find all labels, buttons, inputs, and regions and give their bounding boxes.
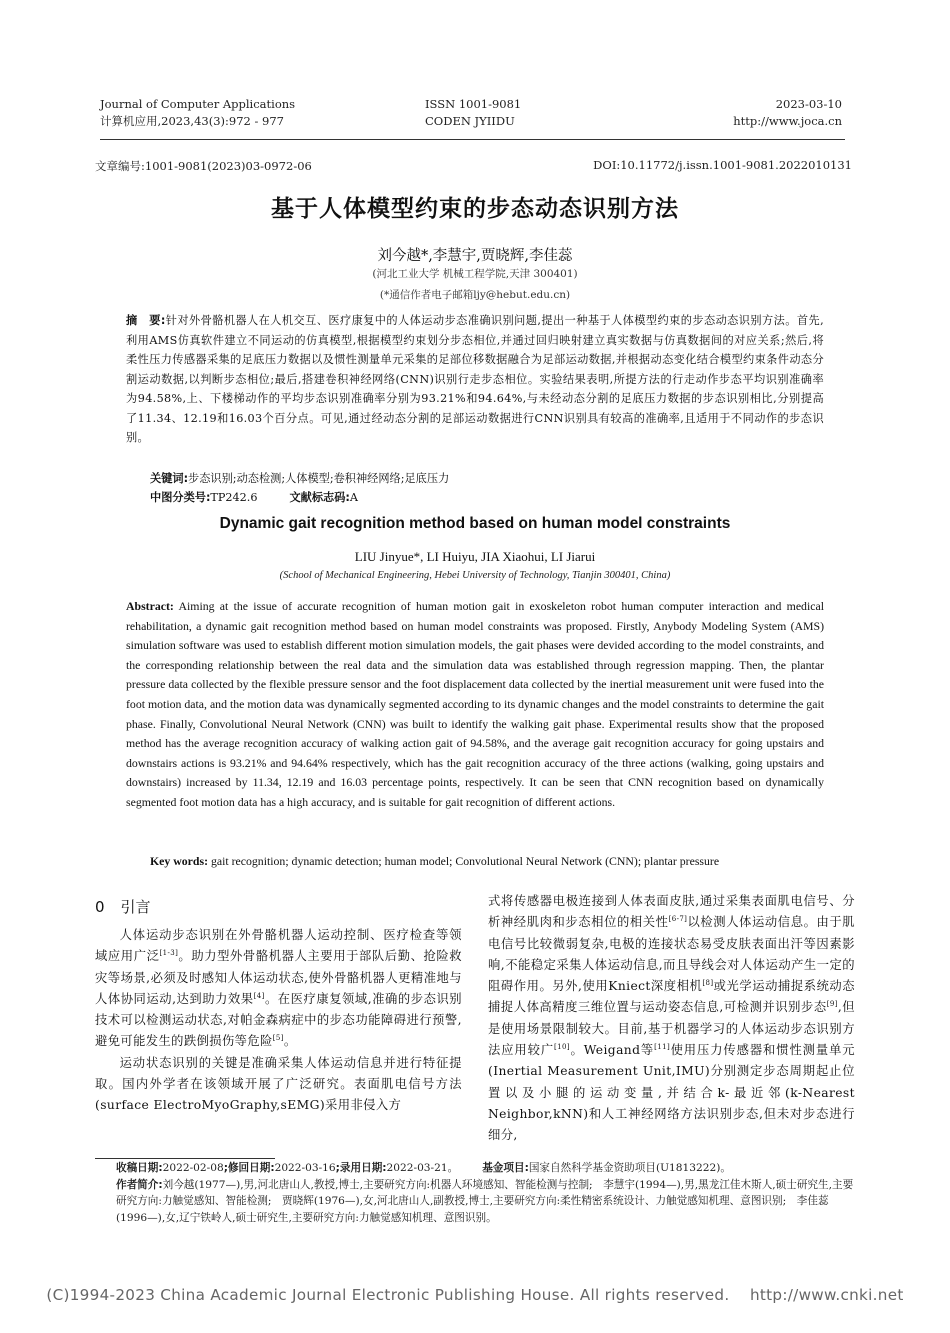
abstract-cn bbox=[126, 311, 824, 448]
revised-date: 2022-03-16 bbox=[274, 1162, 336, 1174]
footnote-bios bbox=[116, 1177, 856, 1227]
body-left-column bbox=[95, 925, 462, 1117]
received-label: 收稿日期: bbox=[116, 1162, 163, 1174]
citation[interactable]: [1-3] bbox=[159, 949, 179, 958]
abstract-cn-text: 针对外骨骼机器人在人机交互、医疗康复中的人体运动步态准确识别问题,提出一种基于人体模型约束的步态动态识别方法。首先,利用AMS仿真软件建立不同运动的仿真模型,根据模型约束划分步态相位,并通过回归映射建立真实数据与仿真数据间的对应关系;然后,将柔性压力传感器采集的足底压力数据以及惯性测量单元采集的足部位移数据融合为足部运动数据,并根据动态变化结合模型约束条件动态分割运动数据,以判断步态相位;最后,搭建卷积神经网络(CNN)识别行走步态相位。实验结果表明,所提方法的行走动作步态平均识别准确率为94.58%,上、下楼梯动作的平均步态识别准确率分别为93.21%和94.64%,与未经动态分割的足底压力数据的步态识别相比,分别提高了11.34、12.19和16.03个百分点。可见,通过经动态分割的足部运动数据进行CNN识别具有较高的准确率,且适用于不同动作的步态识别。 bbox=[126, 314, 824, 444]
revised-label: ;修回日期: bbox=[223, 1162, 275, 1174]
title-cn: 基于人体模型约束的步态动态识别方法 bbox=[271, 196, 679, 222]
accepted-label: ;录用日期: bbox=[335, 1162, 387, 1174]
text-run: 。助力型外骨骼机器人主要用于部队后勤、抢险救灾等场景,必须及时感知人体运动状态,使外骨骼机器人更精准地与人体协同运动,达到助力效果 bbox=[95, 949, 462, 1006]
email-cn: (*通信作者电子邮箱ljy@hebut.edu.cn) bbox=[379, 289, 571, 301]
text-run: 人体运动步态识别在外骨骼机器人运动控制、医疗检查等领域应用广泛 bbox=[95, 928, 462, 964]
text-run: 。Weigand等 bbox=[570, 1043, 655, 1058]
classification bbox=[150, 489, 830, 507]
fund-text: 国家自然科学基金资助项目(U1813222)。 bbox=[528, 1162, 731, 1174]
journal-citation-cn: 计算机应用,2023,43(3):972 - 977 bbox=[100, 114, 284, 128]
keywords-cn bbox=[150, 470, 830, 488]
authors-cn: 刘今越*,李慧宇,贾晓辉,李佳蕊 bbox=[377, 248, 573, 264]
keywords-en bbox=[150, 852, 830, 870]
received-date: 2022-02-08 bbox=[162, 1162, 224, 1174]
issn-block bbox=[425, 96, 521, 130]
body-right-column bbox=[488, 891, 855, 1147]
header-rule bbox=[100, 139, 845, 140]
date-url-block bbox=[733, 96, 842, 130]
journal-name-en: Journal of Computer Applications bbox=[100, 97, 296, 111]
author-bio: 李慧宇(1994—),男,黑龙江佳木斯人,硕士研究生,主要研究方向:力触觉感知、智能检测; bbox=[116, 1178, 854, 1207]
keywords-cn-text: 步态识别;动态检测;人体模型;卷积神经网络;足底压力 bbox=[188, 472, 450, 485]
clc-code: TP242.6 bbox=[210, 491, 258, 504]
fund-label: 基金项目: bbox=[482, 1162, 529, 1174]
text-run: 式将传感器电极连接到人体表面皮肤,通过采集表面肌电信号、分析神经肌肉和步态相位的相关性 bbox=[488, 894, 855, 930]
issn: ISSN 1001-9081 bbox=[425, 97, 522, 111]
coden: CODEN JYIIDU bbox=[425, 114, 515, 128]
accepted-date: 2022-03-21。 bbox=[386, 1162, 459, 1174]
author-bio: 刘今越(1977—),男,河北唐山人,教授,博士,主要研究方向:机器人环境感知、智能检测与控制; bbox=[162, 1178, 593, 1191]
text-run: 以检测人体运动信息。由于肌电信号比较微弱复杂,电极的连接状态易受皮肤表面出汗等因素影响,不能稳定采集人体运动信息,而且导线会对人体运动产生一定的阻碍作用。另外,使用Kniect深度相机 bbox=[488, 915, 855, 994]
text-run: 。在医疗康复领域,准确的步态识别技术可以检测运动状态,对帕金森病症中的步态功能障碍进行预警,避免可能发生的跌倒损伤等危险 bbox=[95, 991, 463, 1049]
abstract-en-label: Abstract: bbox=[126, 599, 174, 613]
footnote-dates bbox=[116, 1160, 856, 1177]
author-bio: 李佳蕊(1996—),女,辽宁铁岭人,硕士研究生,主要研究方向:力触觉感知机理、意图识别。 bbox=[116, 1195, 829, 1224]
author-bio: 贾晓辉(1976—),女,河北唐山人,副教授,博士,主要研究方向:柔性精密系统设计、力触觉感知机理、意图识别; bbox=[282, 1195, 787, 1207]
doi[interactable]: DOI:10.11772/j.issn.1001-9081.2022010131 bbox=[593, 158, 852, 172]
citation[interactable]: [5] bbox=[272, 1034, 284, 1043]
affiliation-cn: (河北工业大学 机械工程学院,天津 300401) bbox=[372, 268, 578, 280]
clc-label: 中图分类号: bbox=[150, 491, 211, 504]
paragraph bbox=[95, 925, 462, 1053]
citation[interactable]: [6-7] bbox=[668, 915, 688, 924]
abstract-en bbox=[126, 597, 824, 813]
footnote bbox=[116, 1160, 856, 1226]
section-title: 引言 bbox=[120, 898, 151, 916]
citation[interactable]: [11] bbox=[654, 1042, 671, 1051]
journal-header bbox=[100, 96, 295, 130]
text-run: 使用压力传感器和惯性测量单元(Inertial Measurement Unit,IMU)分别测定步态周期起止位置以及小腿的运动变量,并结合k-最近邻(k-Nearest Neighbor,kNN)和人工神经网络方法识别步态,但未对步态进行细分, bbox=[488, 1043, 855, 1143]
publication-date: 2023-03-10 bbox=[775, 97, 842, 111]
abstract-en-text: Aiming at the issue of accurate recognition of human motion gait in exoskeleton robot human computer interaction and medical rehabilitation, a dynamic gait recognition method based on human model constraints was proposed. Firstly, Anybody Modeling System (AMS) simulation software was used to establish different motion simulation models, the gait phases were devided according to the model constraints, and the corresponding relationship between the real data and the simulation data was established through regression mapping. Then, the plantar pressure data collected by the flexible pressure sensor and the foot displacement data collected by the inertial measurement unit were fused into the foot motion data, and the motion data was dynamically segmented according to its dynamic changes and the model constraints to determine the gait phase. Finally, Convolutional Neural Network (CNN) was built to identify the walking gait phase. Experimental results show that the proposed method has the average recognition accuracy of walking action gait of 94.58%, and the average gait recognition accuracy for going upstairs and downstairs actions is 93.21% and 94.64% respectively, which has the gait recognition accuracy of the three actions (walking, going upstairs and downstairs) increased by 11.34, 12.19 and 16.03 percentage points, respectively. It can be seen that CNN recognition based on dynamically segmented foot motion data has a high accuracy, and is suitable for gait recognition of different actions. bbox=[126, 599, 824, 809]
article-number: 文章编号:1001-9081(2023)03-0972-06 bbox=[95, 159, 312, 173]
text-run: ,但是使用场景限制较大。目前,基于机器学习的人体运动步态识别方法应用较广 bbox=[488, 1000, 855, 1058]
section-heading bbox=[95, 896, 151, 917]
section-number: 0 bbox=[95, 898, 105, 916]
paragraph: 运动状态识别的关键是准确采集人体运动信息并进行特征提取。国内外学者在该领域开展了广泛研究。表面肌电信号方法(surface ElectroMyoGraphy,sEMG)采用非侵入方 bbox=[95, 1055, 462, 1113]
citation[interactable]: [4] bbox=[253, 991, 265, 1000]
affiliation-en: (School of Mechanical Engineering, Hebei University of Technology, Tianjin 300401, China) bbox=[279, 570, 671, 581]
text-run: 。 bbox=[283, 1034, 297, 1049]
doc-code-label: 文献标志码: bbox=[289, 491, 350, 504]
title-en: Dynamic gait recognition method based on human model constraints bbox=[219, 515, 731, 532]
copyright-line: (C)1994-2023 China Academic Journal Electronic Publishing House. All rights reserved. http://www.cnki.net bbox=[46, 1286, 904, 1304]
text-run: 或光学运动捕捉系统动态捕捉人体高精度三维位置与运动姿态信息,可检测并识别步态 bbox=[488, 979, 855, 1015]
keywords-en-label: Key words: bbox=[150, 854, 208, 868]
abstract-cn-label: 摘 要: bbox=[126, 314, 166, 327]
footnote-rule bbox=[95, 1158, 275, 1159]
keywords-en-text: gait recognition; dynamic detection; human model; Convolutional Neural Network (CNN); plantar pressure bbox=[210, 854, 720, 868]
journal-url[interactable]: http://www.joca.cn bbox=[733, 114, 842, 128]
citation[interactable]: [9] bbox=[826, 1000, 838, 1009]
bio-label: 作者简介: bbox=[116, 1178, 163, 1191]
paragraph bbox=[488, 891, 855, 1147]
citation[interactable]: [8] bbox=[702, 979, 714, 988]
keywords-cn-label: 关键词: bbox=[150, 472, 189, 485]
authors-en: LIU Jinyue*, LI Huiyu, JIA Xiaohui, LI Jiarui bbox=[354, 549, 596, 564]
citation[interactable]: [10] bbox=[554, 1042, 571, 1051]
doc-code: A bbox=[349, 491, 358, 504]
